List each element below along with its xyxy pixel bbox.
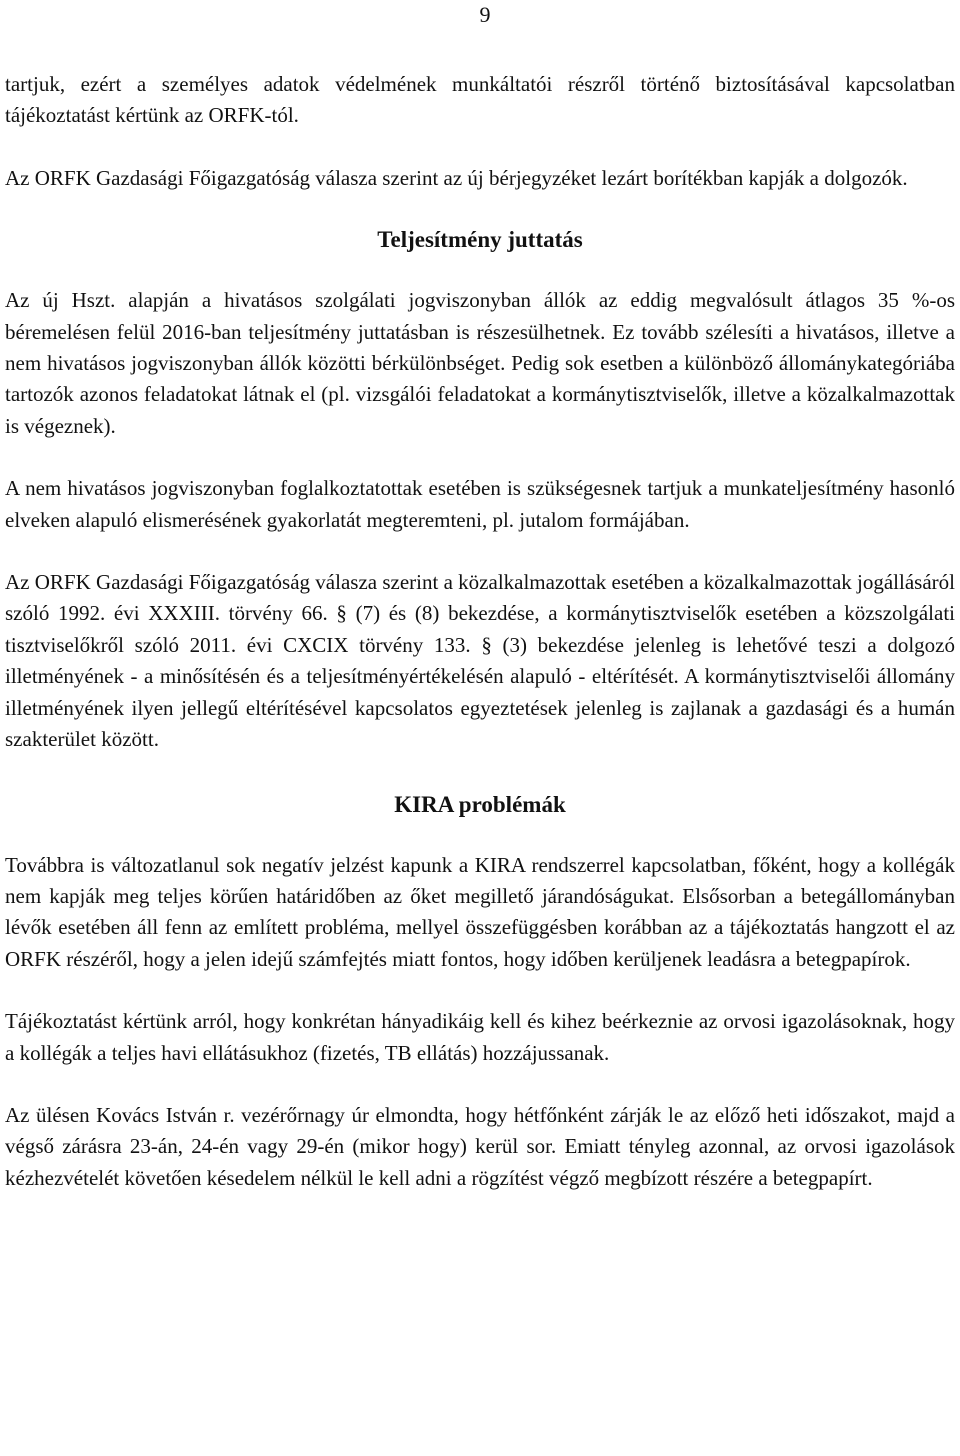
paragraph-new-hszt: Az új Hszt. alapján a hivatásos szolgálati jogviszonyban állók az eddig megvalósult átlagos 35 %-os béremelésen felül 2016-ban teljesítmény juttatásban is részesülhetnek. Ez tovább szélesíti a hivatásos, illetve a nem hivatásos jogviszonyban állók közötti bérkülönbséget. Pedig sok esetben a különböző állománykategóriába tartozók azonos feladatokat látnak el (pl. vizsgálói feladatokat a kormánytisztviselők, illetve a közalkalmazottak is végeznek). (5, 288, 955, 438)
paragraph-personal-data: tartjuk, ezért a személyes adatok védelmének munkáltatói részről történő biztosításával kapcsolatban tájékoztatást kértünk az ORFK-tól. (5, 72, 955, 128)
heading-performance-bonus: Teljesítmény juttatás (377, 227, 583, 253)
paragraph-orfk-legal-basis: Az ORFK Gazdasági Főigazgatóság válasza szerint a közalkalmazottak esetében a közalkalmazottak jogállásáról szóló 1992. évi XXXIII. törvény 66. § (7) és (8) bekezdése, a kormánytisztviselők esetében a közszolgálati tisztviselőkről szóló 2011. évi CXCIX törvény 133. § (3) bekezdése jelenleg is lehetővé teszi a dolgozó illetményének - a minősítésén és a teljesítményértékelésén alapuló - eltérítését. A kormánytisztviselői állomány illetményének ilyen jellegű eltérítésével kapcsolatos egyeztetések jelenleg is zajlanak a gazdasági és a humán szakterület között. (5, 570, 955, 752)
paragraph-orfk-payslip: Az ORFK Gazdasági Főigazgatóság válasza szerint az új bérjegyzéket lezárt borítékban kapják a dolgozók. (5, 165, 908, 190)
paragraph-non-professional-staff: A nem hivatásos jogviszonyban foglalkoztatottak esetében is szükségesnek tartjuk a munkateljesítmény hasonló elveken alapuló elismerésének gyakorlatát megteremteni, pl. jutalom formájában. (5, 476, 955, 532)
document-body (5, 69, 955, 1194)
document-page (5, 0, 955, 1456)
paragraph-kira-complaints: Továbbra is változatlanul sok negatív jelzést kapunk a KIRA rendszerrel kapcsolatban, főként, hogy a kollégák nem kapják meg teljes körűen határidőben az őket megillető járandóságukat. Elsősorban a betegállományban lévők esetében áll fenn az említett probléma, mellyel összefüggésben korábban az a tájékoztatás hangzott el az ORFK részéről, hogy a jelen idejű számfejtés miatt fontos, hogy időben kerüljenek leadásra a betegpapírok. (5, 852, 955, 971)
page-number: 9 (479, 2, 491, 27)
paragraph-meeting-statement: Az ülésen Kovács István r. vezérőrnagy úr elmondta, hogy hétfőnként zárják le az előző heti időszakot, majd a végső zárásra 23-án, 24-én vagy 29-én (mikor hogy) kerül sor. Emiatt tényleg azonnal, az orvosi igazolások kézhezvételét követően késedelem nélkül le kell adni a rögzítést végző megbízott részére a betegpapírt. (5, 1102, 955, 1190)
paragraph-medical-certificates: Tájékoztatást kértünk arról, hogy konkrétan hányadikáig kell és kihez beérkeznie az orvosi igazolásoknak, hogy a kollégák a teljes havi ellátásukhoz (fizetés, TB ellátás) hozzájussanak. (5, 1009, 955, 1065)
heading-kira-problems: KIRA problémák (394, 791, 566, 817)
